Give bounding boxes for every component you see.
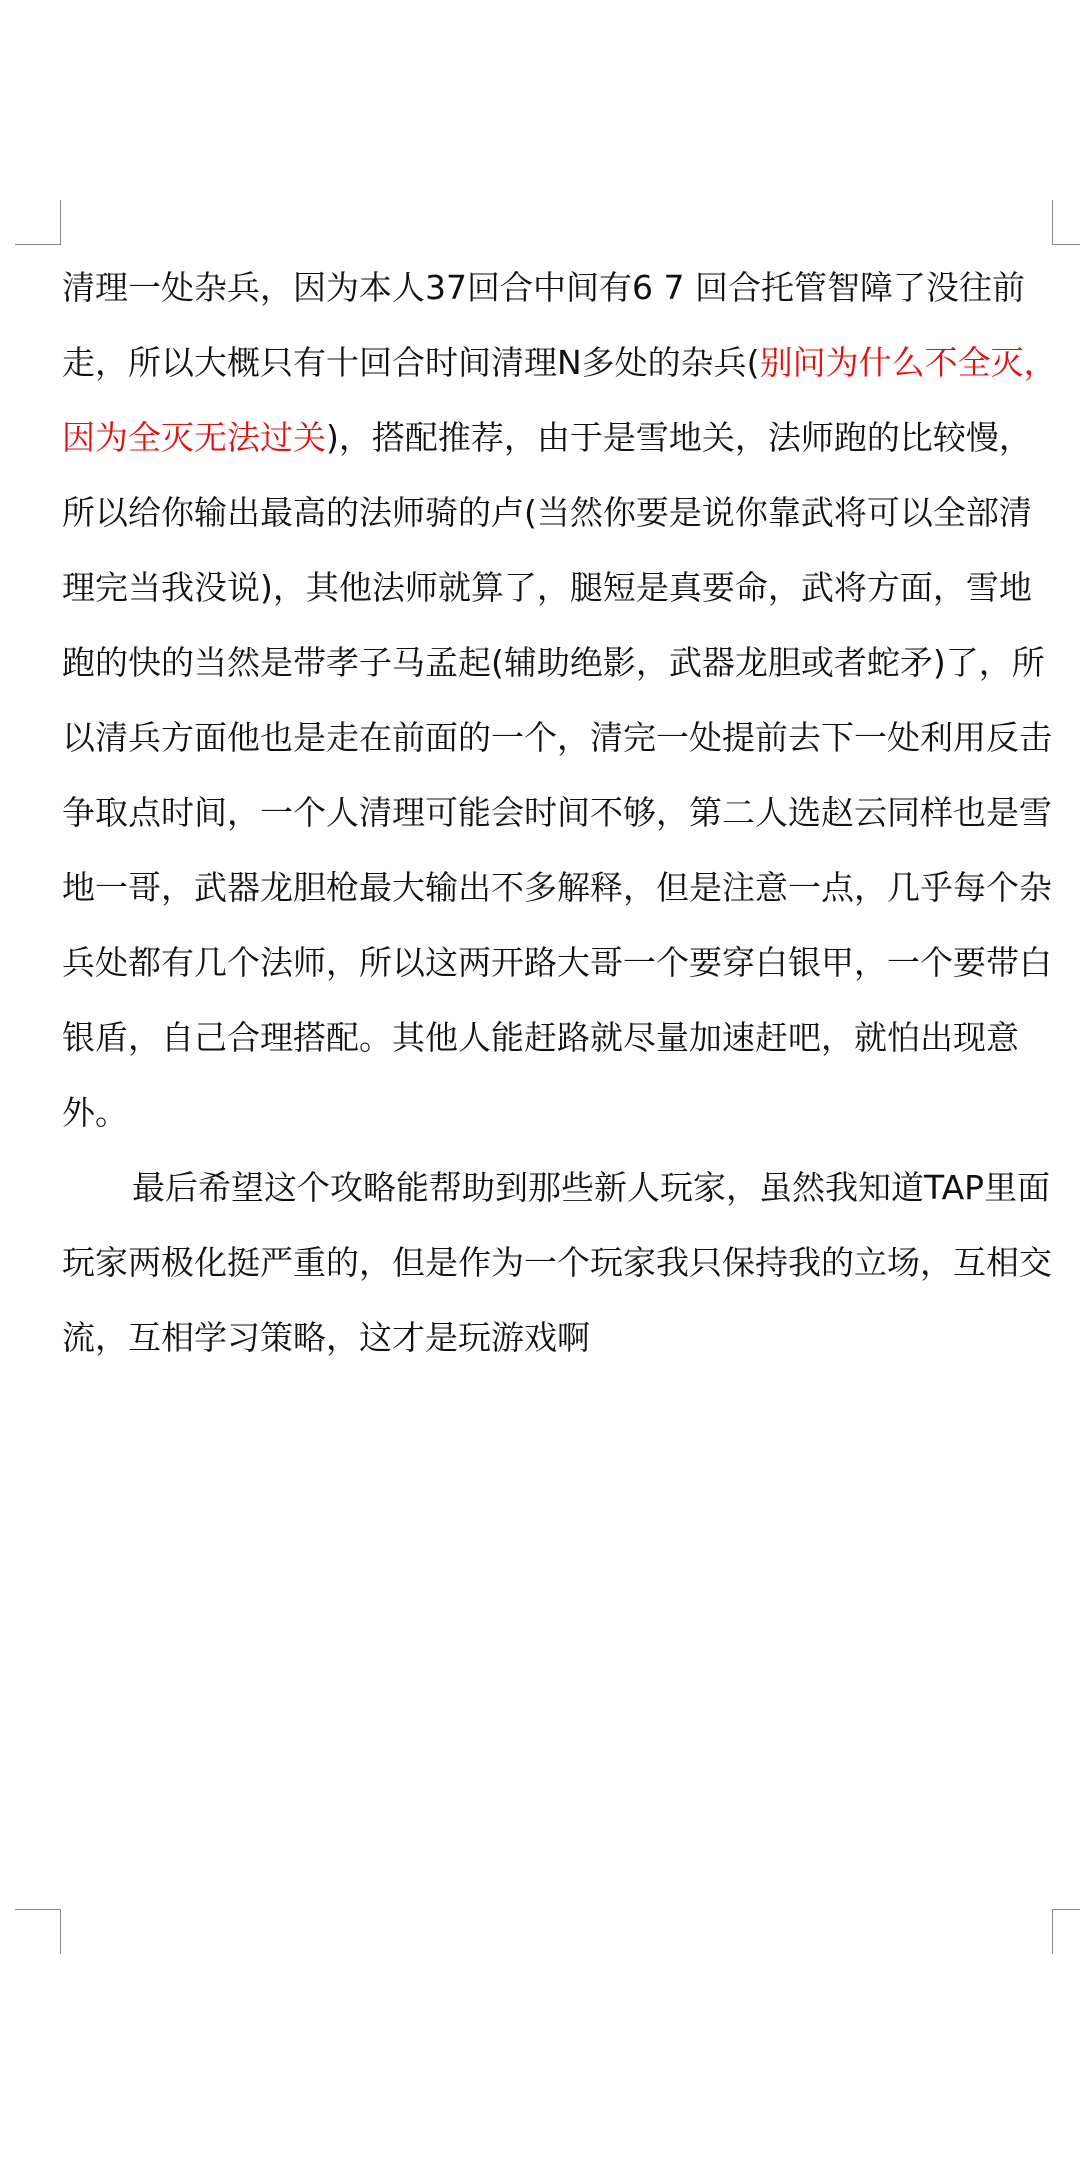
paragraph-1 — [62, 250, 1060, 1150]
paragraph-2: 最后希望这个攻略能帮助到那些新人玩家，虽然我知道TAP里面玩家两极化挺严重的，但是作为一个玩家我只保持我的立场，互相交流，互相学习策略，这才是玩游戏啊 — [62, 1168, 1052, 1357]
crop-mark-bottom-right — [1052, 1909, 1080, 1954]
crop-mark-top-right — [1052, 200, 1080, 245]
paragraph-1-text-b: )，搭配推荐，由于是雪地关，法师跑的比较慢，所以给你输出最高的法师骑的卢(当然你要是说你靠武将可以全部清理完当我没说)，其他法师就算了，腿短是真要命，武将方面，雪地跑的快的当然是带孝子马孟起(辅助绝影，武器龙胆或者蛇矛)了，所以清兵方面他也是走在前面的一个，清完一处提前去下一处利用反击争取点时间，一个人清理可能会时间不够，第二人选赵云同样也是雪地一哥，武器龙胆枪最大输出不多解释，但是注意一点，几乎每个杂兵处都有几个法师，所以这两开路大哥一个要穿白银甲，一个要带白银盾，自己合理搭配。其他人能赶路就尽量加速赶吧，就怕出现意外。 — [62, 418, 1052, 1132]
crop-mark-top-left — [15, 200, 61, 245]
crop-mark-bottom-left — [15, 1909, 61, 1954]
paragraph-1-text-a: 清理一处杂兵，因为本人37回合中间有6 7 回合托管智障了没往前走，所以大概只有十回合时间清理N多处的杂兵( — [62, 268, 1025, 382]
highlighted-red-text: 别问为什么不全灭，因为全灭无法过关 — [62, 343, 1057, 457]
document-body — [62, 250, 1060, 1375]
